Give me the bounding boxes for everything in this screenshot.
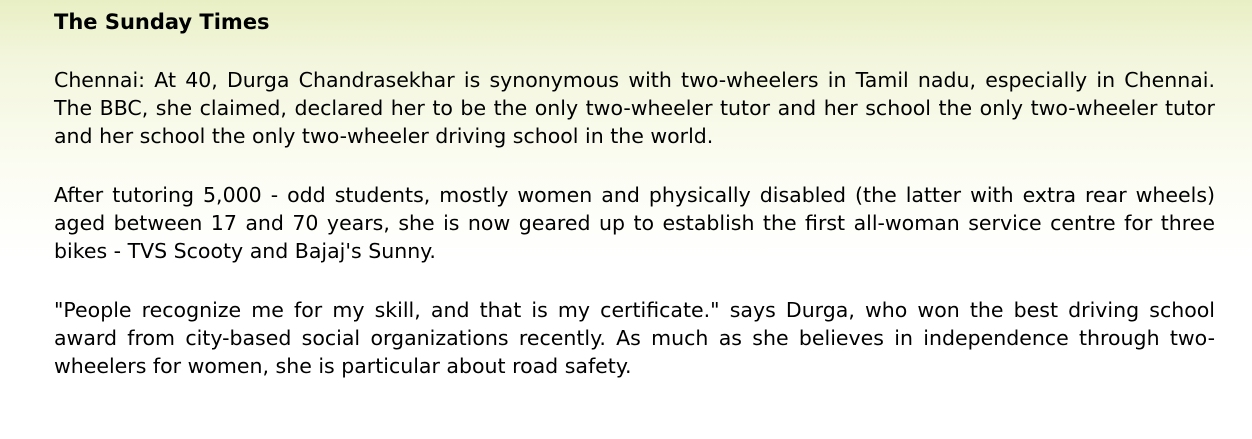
article-title: The Sunday Times (54, 10, 270, 34)
article-paragraph-1: Chennai: At 40, Durga Chandrasekhar is synonymous with two-wheelers in Tamil nadu, especially in Chennai. The BBC, she claimed, declared her to be the only two-wheeler tutor and her school the only two-wheeler tutor and her school the only two-wheeler driving school in the world. (54, 68, 1215, 148)
article-paragraph-2: After tutoring 5,000 - odd students, mostly women and physically disabled (the latter with extra rear wheels) aged between 17 and 70 years, she is now geared up to establish the first all-woman service centre for three bikes - TVS Scooty and Bajaj's Sunny. (54, 183, 1215, 263)
article-paragraph-3: "People recognize me for my skill, and that is my certificate." says Durga, who won the best driving school award from city-based social organizations recently. As much as she believes in independence through two-wheelers for women, she is particular about road safety. (54, 298, 1215, 378)
article (54, 8, 1215, 380)
